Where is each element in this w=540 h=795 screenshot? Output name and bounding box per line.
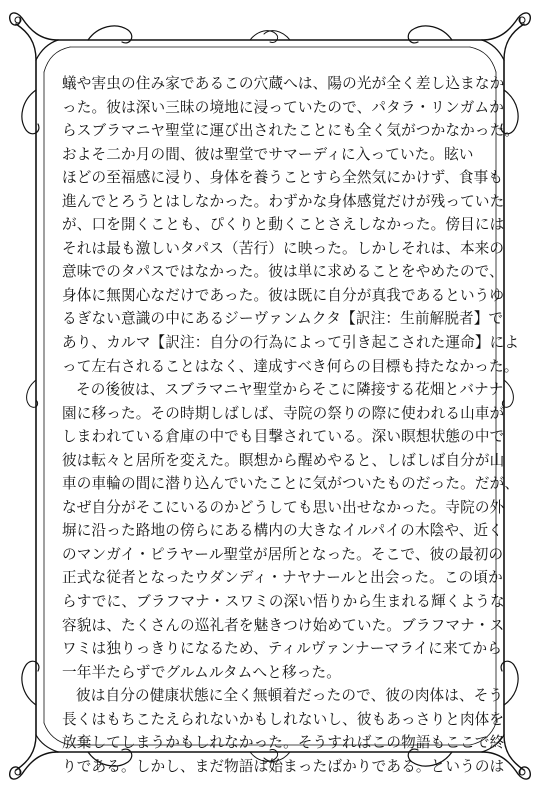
text-line: らすでに、ブラフマナ・スワミの深い悟りから生まれる輝くような — [62, 593, 505, 611]
text-line: 放棄してしまうかもしれなかった。そうすればこの物語もここで終 — [62, 734, 505, 752]
text-line: らスブラマニヤ聖堂に運び出されたことにも全く気がつかなかった。 — [62, 122, 520, 140]
text-line: ほどの至福感に浸り、身体を養うことすら全然気にかけず、食事も — [62, 169, 504, 187]
text-line: って左右されることはなく、達成すべき何らの目標も持たなかった。 — [62, 357, 519, 375]
text-line: 容貌は、たくさんの巡礼者を魅きつけ始めていた。ブラフマナ・ス — [62, 616, 505, 634]
text-line: 彼は転々と居所を変えた。瞑想から醒めやると、しばしば自分が山 — [62, 451, 505, 469]
text-line: あり、カルマ【訳注：自分の行為によって引き起こされた運命】によ — [62, 334, 520, 352]
text-line: ワミは独りっきりになるため、ティルヴァンナーマライに来てから — [62, 640, 502, 658]
text-line: が、口を開くことも、ぴくりと動くことさえしなかった。傍目には — [62, 216, 505, 234]
text-line: 蟻や害虫の住み家であるこの穴蔵へは、陽の光が全く差し込まなか — [62, 75, 505, 92]
text-line: 園に移った。その時期しばしば、寺院の祭りの際に使われる山車が — [62, 404, 505, 422]
text-line: 正式な従者となったウダンディ・ナヤナールと出会った。この頃か — [62, 569, 503, 587]
text-line: なぜ自分がそこにいるのかどうしても思い出せなかった。寺院の外 — [62, 498, 505, 516]
text-line: った。彼は深い三昧の境地に浸っていたので、パタラ・リンガムか — [62, 98, 505, 116]
text-line: およそ二か月の間、彼は聖堂でサマーディに入っていた。眩い — [62, 145, 474, 163]
text-line: 一年半たらずでグルムルタムへと移った。 — [62, 663, 341, 681]
text-line: 意味でのタパスではなかった。彼は単に求めることをやめたので、 — [62, 263, 504, 281]
text-line: 車の車輪の間に潜り込んでいたことに気がついたものだった。だが、 — [62, 475, 520, 493]
text-line: のマンガイ・ピラヤール聖堂が居所となった。そこで、彼の最初の — [62, 545, 504, 563]
text-line: りである。しかし、まだ物語は始まったばかりである。というのは — [62, 757, 505, 775]
text-line: 塀に沿った路地の傍らにある構内の大きなイルパイの木陰や、近く — [62, 522, 504, 540]
body-text — [62, 72, 520, 778]
text-line: しまわれている倉庫の中でも目撃されている。深い瞑想状態の中で — [62, 428, 505, 446]
paragraph-start-line: 彼は自分の健康状態に全く無頓着だったので、彼の肉体は、そう — [76, 687, 504, 705]
text-line: それは最も激しいタパス（苦行）に映った。しかしそれは、本来の — [62, 239, 505, 257]
text-line: 進んでとろうとはしなかった。わずかな身体感覚だけが残っていた — [62, 192, 505, 210]
text-line: 身体に無関心なだけであった。彼は既に自分が真我であるというゆ — [62, 286, 505, 304]
paragraph-start-line: その後彼は、スブラマニヤ聖堂からそこに隣接する花畑とバナナ — [76, 381, 504, 399]
text-line: るぎない意識の中にあるジーヴァンムクタ【訳注：生前解脱者】で — [62, 310, 504, 328]
text-line: 長くはもちこたえられないかもしれないし、彼もあっさりと肉体を — [62, 710, 505, 728]
